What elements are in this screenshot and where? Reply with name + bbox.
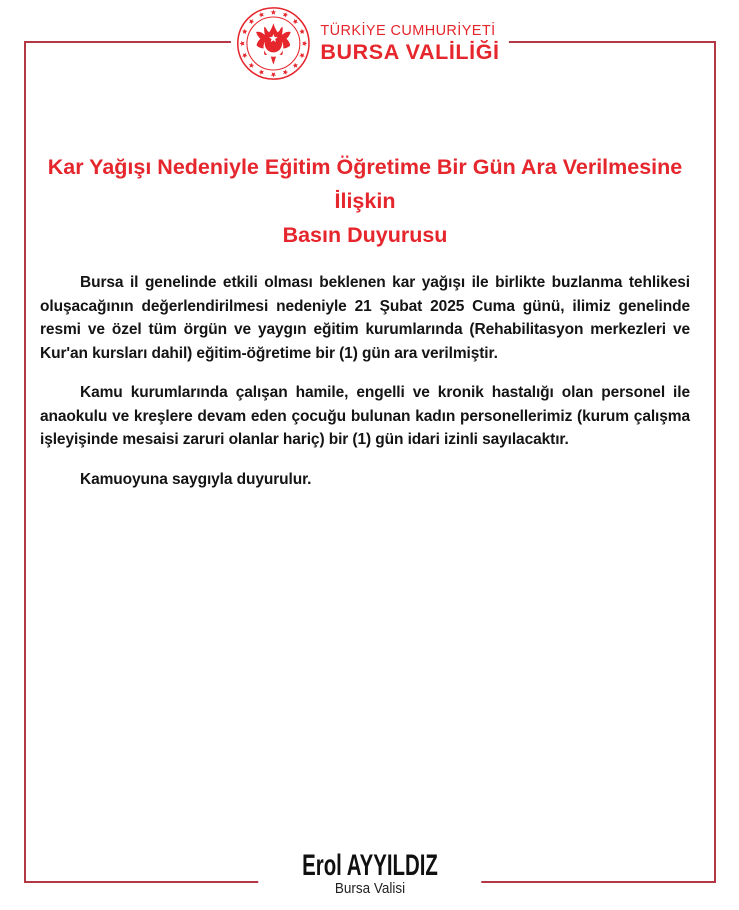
letterhead-text (320, 24, 499, 63)
announcement-title (40, 150, 690, 252)
closing-line: Kamuoyuna saygıyla duyurulur. (80, 470, 312, 488)
body-paragraph-2: Kamu kurumlarında çalışan hamile, engelli ve kronik hastalığı olan personel ile anaokulu ve kreşlere devam eden çocuğu bulunan kadın personellerimiz (kurum çalışma işleyişinde mesaisi zaruri olanlar hariç) bir (1) gün idari izinli sayılacaktır. (40, 384, 690, 448)
letterhead-country: TÜRKİYE CUMHURİYETİ (320, 23, 496, 39)
letterhead (230, 5, 508, 82)
signature-block (258, 851, 481, 898)
governor-name: Erol AYYILDIZ (301, 849, 438, 882)
announcement-body (40, 271, 690, 507)
announcement-title-line2: Basın Duyurusu (282, 223, 448, 247)
governor-title: Bursa Valisi (334, 880, 405, 897)
announcement-title-line1: Kar Yağışı Nedeniyle Eğitim Öğretime Bir Gün Ara Verilmesine İlişkin (47, 155, 683, 213)
tc-valilik-emblem-icon (234, 5, 311, 82)
body-paragraph-1: Bursa il genelinde etkili olması beklenen kar yağışı ile birlikte buzlanma tehlikesi oluşacağının değerlendirilmesi nedeniyle 21 Şubat 2025 Cuma günü, ilimiz genelinde resmi ve özel tüm örgün ve yaygın eğitim kurumlarında (Rehabilitasyon merkezleri ve Kur'an kursları dahil) eğitim-öğretime bir (1) gün ara verilmiştir. (40, 274, 690, 362)
letterhead-office: BURSA VALİLİĞİ (320, 39, 500, 64)
